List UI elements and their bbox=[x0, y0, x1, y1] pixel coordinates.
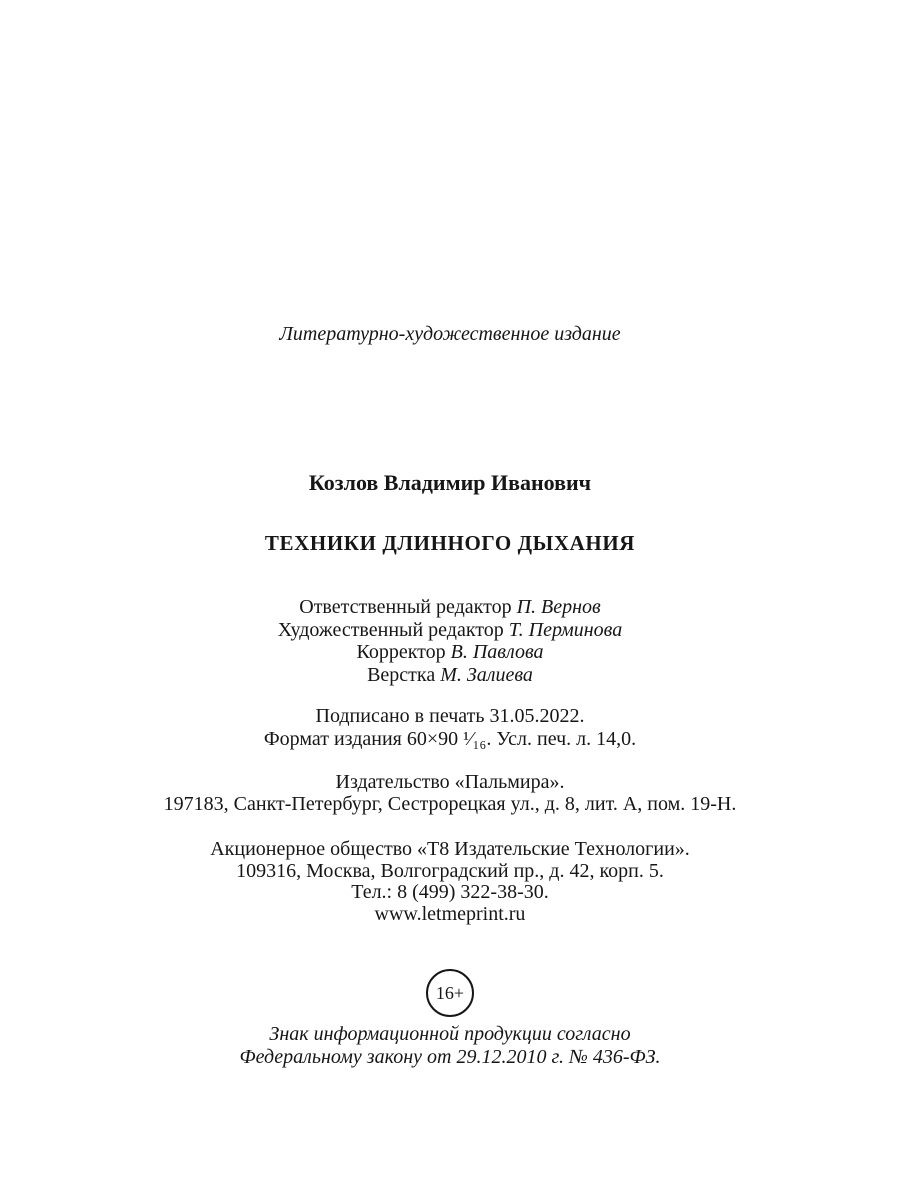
credit-role-label: Ответственный редактор bbox=[299, 596, 512, 618]
print-info-block bbox=[0, 705, 900, 751]
book-title: ТЕХНИКИ ДЛИННОГО ДЫХАНИЯ bbox=[264, 531, 636, 555]
credit-person-name: Т. Перминова bbox=[508, 618, 623, 641]
printer-name-line: Акционерное общество «Т8 Издательские Технологии». bbox=[210, 838, 690, 860]
age-note-block bbox=[0, 1023, 900, 1068]
publisher-name-line: Издательство «Пальмира». bbox=[335, 771, 565, 793]
credit-person-name: В. Павлова bbox=[450, 641, 544, 663]
printer-block bbox=[0, 839, 900, 925]
publisher-block bbox=[0, 771, 900, 815]
age-note-line-1: Знак информационной продукции согласно bbox=[269, 1023, 631, 1045]
age-rating-badge-row bbox=[0, 969, 900, 1017]
credit-line bbox=[0, 619, 900, 642]
credit-line bbox=[0, 641, 900, 664]
printer-phone-line: Тел.: 8 (499) 322-38-30. bbox=[351, 881, 549, 903]
credit-person-name: П. Вернов bbox=[516, 596, 601, 618]
credit-person-name: М. Залиева bbox=[440, 663, 533, 686]
credit-role-label: Художественный редактор bbox=[277, 618, 504, 641]
signed-to-print-line: Подписано в печать 31.05.2022. bbox=[315, 705, 585, 727]
format-line: Формат издания 60×90 ¹⁄₁₆. Усл. печ. л. 14,0. bbox=[263, 728, 637, 750]
credits-block bbox=[0, 596, 900, 686]
credit-role-label: Корректор bbox=[356, 641, 446, 663]
age-note-line-2: Федеральному закону от 29.12.2010 г. № 436-ФЗ. bbox=[239, 1045, 661, 1068]
credit-line bbox=[0, 664, 900, 687]
age-rating-badge bbox=[426, 969, 474, 1017]
publisher-address-line: 197183, Санкт-Петербург, Сестрорецкая ул., д. 8, лит. А, пом. 19-Н. bbox=[163, 793, 737, 815]
credit-line bbox=[0, 596, 900, 619]
printer-website: www.letmeprint.ru bbox=[374, 902, 526, 925]
printer-address-line: 109316, Москва, Волгоградский пр., д. 42, корп. 5. bbox=[236, 859, 664, 882]
author-name: Козлов Владимир Иванович bbox=[308, 470, 592, 495]
edition-type-line: Литературно-художественное издание bbox=[279, 323, 621, 345]
credit-role-label: Верстка bbox=[367, 663, 436, 686]
age-rating-text: 16+ bbox=[435, 983, 465, 1003]
